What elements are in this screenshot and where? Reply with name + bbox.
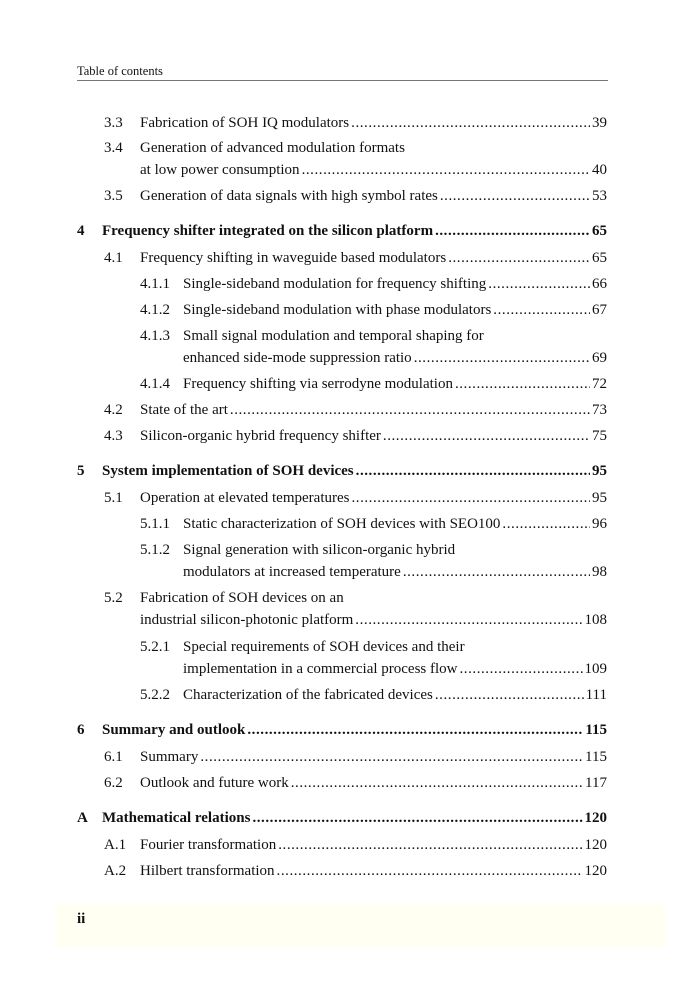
entry-page-number: 117 xyxy=(585,775,607,791)
entry-page-number: 67 xyxy=(592,302,607,318)
entry-title: Generation of advanced modulation formats xyxy=(140,140,405,156)
dot-leader xyxy=(278,834,582,856)
entry-page-number: 73 xyxy=(592,402,607,418)
entry-title: Static characterization of SOH devices with SEO100 xyxy=(183,516,501,532)
entry-number: 5.2.2 xyxy=(140,687,170,703)
entry-title: Operation at elevated temperatures xyxy=(140,490,350,506)
entry-title: Hilbert transformation xyxy=(140,863,275,879)
entry-title: Fabrication of SOH IQ modulators xyxy=(140,115,350,131)
entry-page-number: 53 xyxy=(592,188,607,204)
entry-title: Generation of data signals with high symbol rates xyxy=(140,188,438,204)
dot-leader xyxy=(383,425,590,447)
entry-title: Fabrication of SOH devices on an xyxy=(140,590,344,606)
entry-number: 5.2 xyxy=(104,590,123,606)
entry-page-number: 95 xyxy=(592,490,607,506)
entry-page-number: 75 xyxy=(592,428,607,444)
entry-number: 4.2 xyxy=(104,402,123,418)
entry-title: Silicon-organic hybrid frequency shifter xyxy=(140,428,381,444)
entry-title: State of the art xyxy=(140,402,228,418)
entry-title: Small signal modulation and temporal shaping for xyxy=(183,328,484,344)
page-number: ii xyxy=(77,911,86,927)
entry-title: Summary xyxy=(140,749,199,765)
entry-number: 4.3 xyxy=(104,428,123,444)
entry-title: industrial silicon-photonic platform xyxy=(140,612,354,628)
entry-page-number: 95 xyxy=(592,463,607,479)
entry-title: Outlook and future work xyxy=(140,775,289,791)
entry-title: Single-sideband modulation for frequency shifting xyxy=(183,276,487,292)
dot-leader xyxy=(440,185,590,207)
entry-number: 4.1.2 xyxy=(140,302,170,318)
entry-page-number: 120 xyxy=(584,837,607,853)
header-rule xyxy=(77,80,608,81)
entry-number: 3.3 xyxy=(104,115,123,131)
dot-leader xyxy=(493,299,590,321)
dot-leader xyxy=(455,373,590,395)
dot-leader xyxy=(247,719,583,741)
entry-title: Mathematical relations xyxy=(102,810,251,826)
dot-leader xyxy=(414,347,590,369)
dot-leader xyxy=(448,247,590,269)
entry-number: 3.4 xyxy=(104,140,123,156)
entry-number: A xyxy=(77,810,88,826)
entry-page-number: 120 xyxy=(584,863,607,879)
entry-page-number: 69 xyxy=(592,350,607,366)
entry-title: at low power consumption xyxy=(140,162,300,178)
entry-title: enhanced side-mode suppression ratio xyxy=(183,350,412,366)
entry-title: Special requirements of SOH devices and their xyxy=(183,639,465,655)
entry-page-number: 39 xyxy=(592,115,607,131)
entry-number: A.2 xyxy=(104,863,127,879)
entry-title: Frequency shifting via serrodyne modulation xyxy=(183,376,453,392)
entry-page-number: 120 xyxy=(584,810,607,826)
entry-number: 6.1 xyxy=(104,749,123,765)
dot-leader xyxy=(488,273,590,295)
dot-leader xyxy=(403,561,590,583)
entry-number: 4.1.1 xyxy=(140,276,170,292)
entry-number: 5.1 xyxy=(104,490,123,506)
page-footer xyxy=(55,905,665,947)
entry-title: System implementation of SOH devices xyxy=(102,463,354,479)
entry-title: modulators at increased temperature xyxy=(183,564,401,580)
entry-number: 4 xyxy=(77,223,85,239)
dot-leader xyxy=(435,684,584,706)
running-header: Table of contents xyxy=(77,64,163,78)
entry-title: Single-sideband modulation with phase modulators xyxy=(183,302,492,318)
entry-title: Frequency shifter integrated on the silicon platform xyxy=(102,223,434,239)
entry-title: implementation in a commercial process flow xyxy=(183,661,458,677)
entry-number: 6 xyxy=(77,722,85,738)
entry-title: Characterization of the fabricated devices xyxy=(183,687,433,703)
dot-leader xyxy=(200,746,583,768)
dot-leader xyxy=(351,487,590,509)
entry-page-number: 66 xyxy=(592,276,607,292)
entry-page-number: 65 xyxy=(592,250,607,266)
entry-page-number: 115 xyxy=(585,722,607,738)
entry-page-number: 40 xyxy=(592,162,607,178)
entry-title: Frequency shifting in waveguide based modulators xyxy=(140,250,447,266)
entry-number: 6.2 xyxy=(104,775,123,791)
dot-leader xyxy=(356,460,590,482)
entry-number: 4.1 xyxy=(104,250,123,266)
dot-leader xyxy=(351,112,590,134)
entry-title: Fourier transformation xyxy=(140,837,277,853)
entry-page-number: 98 xyxy=(592,564,607,580)
entry-page-number: 65 xyxy=(592,223,607,239)
dot-leader xyxy=(230,399,590,421)
dot-leader xyxy=(252,807,582,829)
dot-leader xyxy=(277,860,583,882)
dot-leader xyxy=(460,658,583,680)
entry-page-number: 96 xyxy=(592,516,607,532)
dot-leader xyxy=(435,220,590,242)
dot-leader xyxy=(302,159,590,181)
dot-leader xyxy=(291,772,583,794)
entry-number: 5 xyxy=(77,463,85,479)
entry-number: 3.5 xyxy=(104,188,123,204)
entry-number: 5.1.1 xyxy=(140,516,170,532)
entry-number: 5.1.2 xyxy=(140,542,170,558)
entry-page-number: 115 xyxy=(585,749,607,765)
entry-title: Signal generation with silicon-organic hybrid xyxy=(183,542,456,558)
entry-page-number: 72 xyxy=(592,376,607,392)
entry-page-number: 109 xyxy=(584,661,607,677)
entry-page-number: 111 xyxy=(585,687,607,703)
entry-number: 4.1.4 xyxy=(140,376,170,392)
entry-number: A.1 xyxy=(104,837,127,853)
dot-leader xyxy=(502,513,590,535)
dot-leader xyxy=(355,609,582,631)
entry-title: Summary and outlook xyxy=(102,722,246,738)
entry-number: 4.1.3 xyxy=(140,328,170,344)
entry-page-number: 108 xyxy=(584,612,607,628)
entry-number: 5.2.1 xyxy=(140,639,170,655)
